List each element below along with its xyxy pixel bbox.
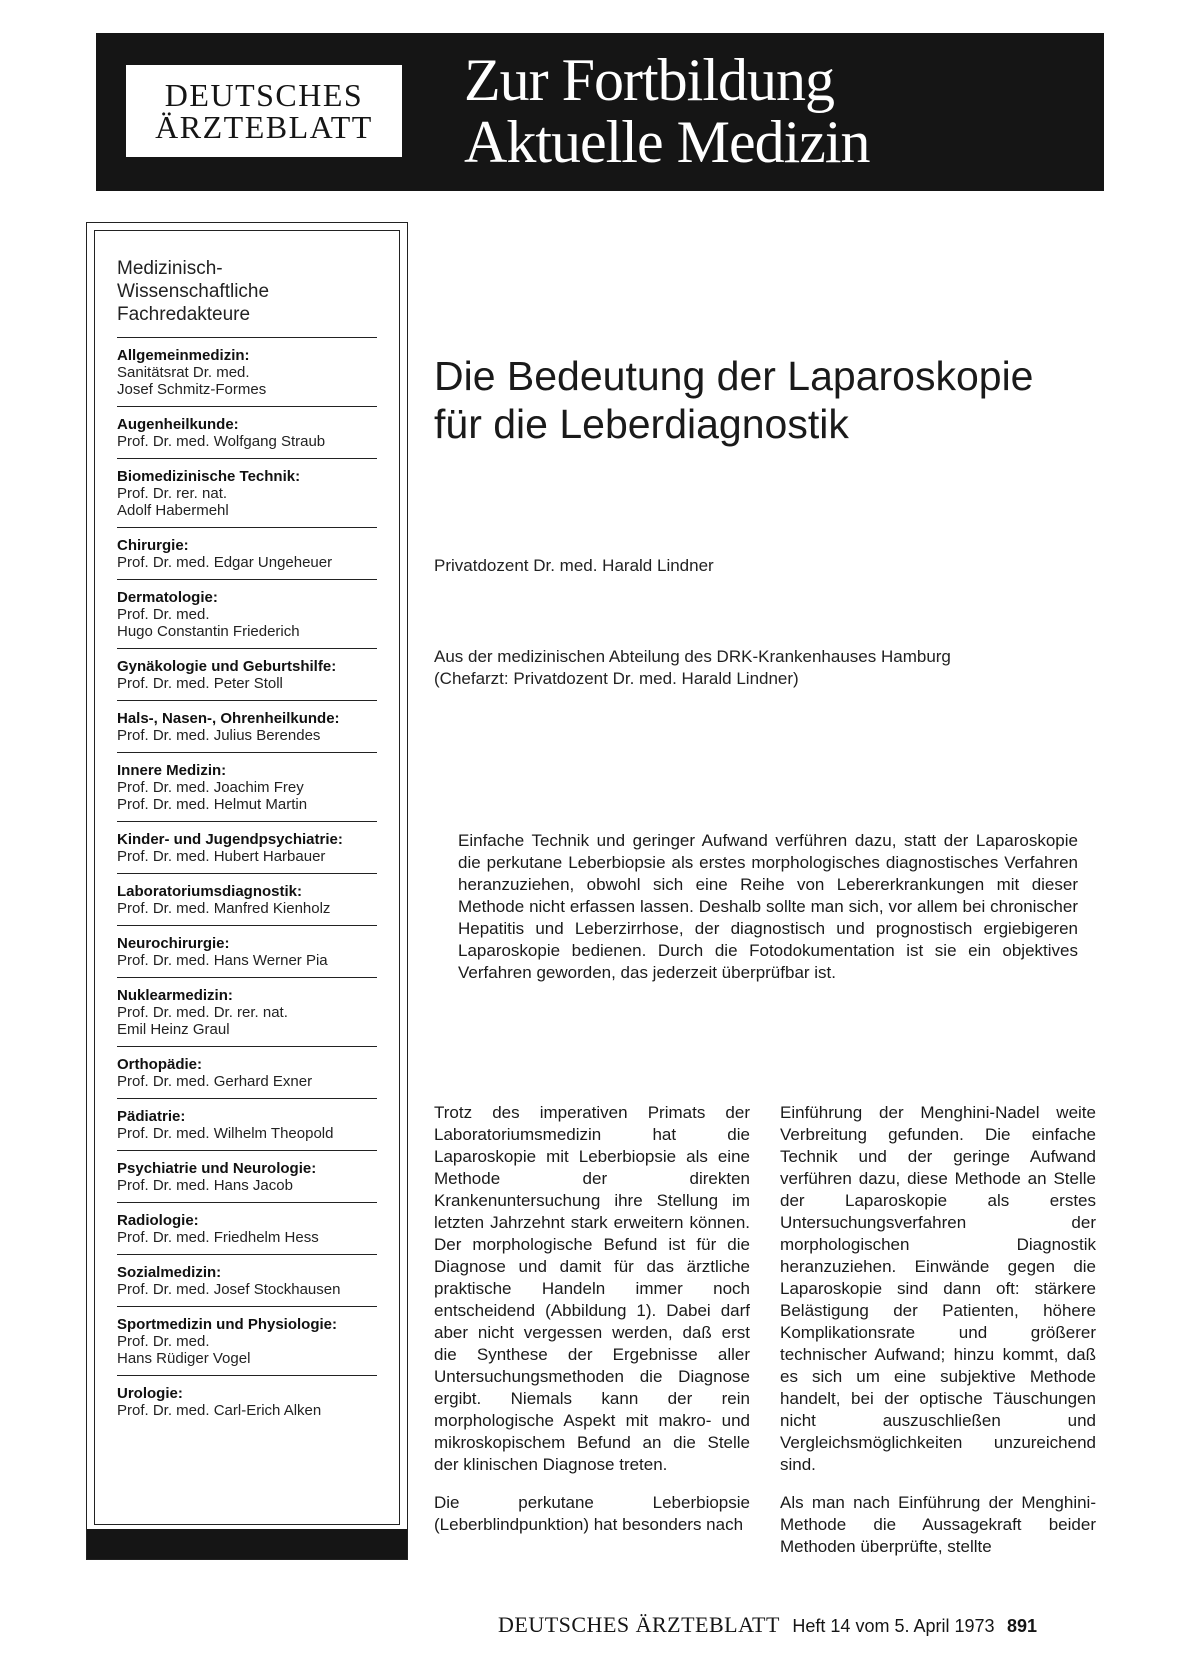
page-number: 891 [1006,1616,1038,1636]
editor-name: Prof. Dr. med. Hans Jacob [117,1177,293,1194]
editor-field: Radiologie: [117,1212,199,1229]
editor-entry [117,700,377,752]
editor-name: Josef Schmitz-Formes [117,381,267,398]
logo-line-1: DEUTSCHES [164,77,364,113]
body-paragraph: Als man nach Einführung der Menghini-Methode die Aussagekraft beider Methoden überprüfte, stellte [780,1493,1096,1556]
editor-name: Prof. Dr. med. Wilhelm Theopold [117,1125,334,1142]
section-title [464,49,870,173]
editor-field: Chirurgie: [117,537,189,554]
editor-entry [117,752,377,821]
editor-name: Sanitätsrat Dr. med. [117,364,250,381]
editor-entry [117,1202,377,1254]
editor-name: Prof. Dr. med. Carl-Erich Alken [117,1402,322,1419]
editor-field: Sportmedizin und Physiologie: [117,1316,338,1333]
editors-box [94,230,400,1525]
editor-name: Prof. Dr. med. Wolfgang Straub [117,433,326,450]
article-author: Privatdozent Dr. med. Harald Lindner [434,556,714,575]
editor-field: Pädiatrie: [117,1108,186,1125]
editor-name: Prof. Dr. med. [117,1333,210,1350]
editors-sidebar [86,222,408,1560]
article-title-line-1: Die Bedeutung der Laparoskopie [434,353,1034,399]
footer-issue: Heft 14 vom 5. April 1973 [792,1616,995,1636]
journal-logo [124,63,404,159]
section-title-line-1: Zur Fortbildung [464,47,834,113]
article-title [434,352,1114,448]
editor-field: Augenheilkunde: [117,416,239,433]
body-paragraph: Einführung der Menghini-Nadel weite Verbreitung gefunden. Die einfache Technik und der geringe Aufwand verführen dazu, diese Methode an Stelle der Laparoskopie als erstes Untersuchungsverfahren der morphologischen Diagnostik heranzuziehen. Einwände gegen die Laparoskopie sind dann oft: stärkere Belästigung der Patienten, höhere Komplikationsrate und größerer technischer Aufwand; hinzu kommt, daß es sich um eine subjektive Methode handelt, bei der optische Täuschungen nicht auszuschließen und Vergleichsmöglichkeiten unzureichend sind. [780,1103,1096,1474]
editor-entry [117,406,377,458]
editor-entry [117,1254,377,1306]
editor-entry [117,648,377,700]
editor-field: Innere Medizin: [117,762,227,779]
editors-heading [117,257,377,337]
logo-line-2: ÄRZTEBLATT [155,109,373,145]
editor-entry [117,1046,377,1098]
article-affiliation [434,646,951,690]
sidebar-footer-bar [87,1529,407,1559]
editor-field: Psychiatrie und Neurologie: [117,1160,317,1177]
footer-journal-name: DEUTSCHES ÄRZTEBLATT [498,1612,780,1637]
editor-field: Sozialmedizin: [117,1264,222,1281]
body-column-right [780,1102,1096,1574]
affiliation-line-2: (Chefarzt: Privatdozent Dr. med. Harald Lindner) [434,669,799,688]
editor-entry [117,1150,377,1202]
editor-field: Gynäkologie und Geburtshilfe: [117,658,337,675]
editor-name: Hugo Constantin Friederich [117,623,300,640]
editor-name: Prof. Dr. med. Joachim Frey [117,779,304,796]
article-abstract: Einfache Technik und geringer Aufwand verführen dazu, statt der Laparoskopie die perkutane Leberbiopsie als erstes morphologisches diagnostisches Verfahren heranzuziehen, obwohl sich eine Reihe von Lebererkrankungen mit dieser Methode nicht erfassen lassen. Deshalb sollte man sich, vor allem bei chronischer Hepatitis und Leberzirrhose, der diagnostisch und prognostisch ergiebigeren Laparoskopie bedienen. Durch die Fotodokumentation ist sie ein objektives Verfahren geworden, das jederzeit überprüfbar ist. [458,831,1078,982]
editor-field: Laboratoriumsdiagnostik: [117,883,303,900]
editors-heading-line-3: Fachredakteure [117,304,251,325]
editor-field: Nuklearmedizin: [117,987,233,1004]
editor-entry [117,925,377,977]
editor-name: Prof. Dr. med. Edgar Ungeheuer [117,554,333,571]
body-column-left [434,1102,750,1552]
editor-entry [117,579,377,648]
editor-entry [117,458,377,527]
editor-name: Prof. Dr. med. Julius Berendes [117,727,321,744]
editor-name: Hans Rüdiger Vogel [117,1350,251,1367]
editor-entry [117,873,377,925]
editor-name: Prof. Dr. med. Josef Stockhausen [117,1281,341,1298]
editor-field: Biomedizinische Technik: [117,468,301,485]
editor-entry [117,527,377,579]
affiliation-line-1: Aus der medizinischen Abteilung des DRK-Krankenhauses Hamburg [434,647,951,666]
editor-field: Allgemeinmedizin: [117,347,250,364]
editor-name: Prof. Dr. med. Hans Werner Pia [117,952,328,969]
article-title-line-2: für die Leberdiagnostik [434,401,849,447]
editor-entry [117,337,377,406]
editor-name: Prof. Dr. med. Friedhelm Hess [117,1229,319,1246]
editor-name: Adolf Habermehl [117,502,229,519]
editors-heading-line-1: Medizinisch- [117,258,223,279]
body-paragraph: Trotz des imperativen Primats der Laboratoriumsmedizin hat die Laparoskopie mit Leberbiopsie als eine Methode der direkten Krankenuntersuchung ihre Stellung im letzten Jahrzehnt stark erweitern können. Der morphologische Befund ist für die Diagnose und damit für das ärztliche praktische Handeln immer noch entscheidend (Abbildung 1). Dabei darf aber nicht vergessen werden, daß erst die Synthese der Ergebnisse aller Untersuchungsmethoden die Diagnose ergibt. Niemals kann der rein morphologische Aspekt mit makro- und mikroskopischem Befund an die Stelle der klinischen Diagnose treten. [434,1103,750,1474]
body-paragraph: Die perkutane Leberbiopsie (Leberblindpunktion) hat besonders nach [434,1493,750,1534]
editor-field: Dermatologie: [117,589,218,606]
editor-name: Prof. Dr. med. Dr. rer. nat. [117,1004,288,1021]
editor-list [117,337,377,1427]
editor-name: Prof. Dr. med. Manfred Kienholz [117,900,331,917]
editor-entry [117,1098,377,1150]
editor-name: Prof. Dr. med. Helmut Martin [117,796,308,813]
editor-entry [117,821,377,873]
editor-name: Prof. Dr. med. [117,606,210,623]
editor-entry [117,1375,377,1427]
editor-name: Prof. Dr. rer. nat. [117,485,228,502]
editor-field: Urologie: [117,1385,183,1402]
editor-entry [117,977,377,1046]
editor-field: Hals-, Nasen-, Ohrenheilkunde: [117,710,340,727]
editor-name: Prof. Dr. med. Peter Stoll [117,675,283,692]
editor-field: Kinder- und Jugendpsychiatrie: [117,831,343,848]
editor-field: Neurochirurgie: [117,935,230,952]
editor-field: Orthopädie: [117,1056,202,1073]
editor-name: Prof. Dr. med. Gerhard Exner [117,1073,313,1090]
editor-name: Prof. Dr. med. Hubert Harbauer [117,848,326,865]
editor-entry [117,1306,377,1375]
section-title-line-2: Aktuelle Medizin [464,109,870,175]
page-footer [498,1612,1037,1638]
header-band [96,33,1104,191]
editors-heading-line-2: Wissenschaftliche [117,281,270,302]
editor-name: Emil Heinz Graul [117,1021,230,1038]
